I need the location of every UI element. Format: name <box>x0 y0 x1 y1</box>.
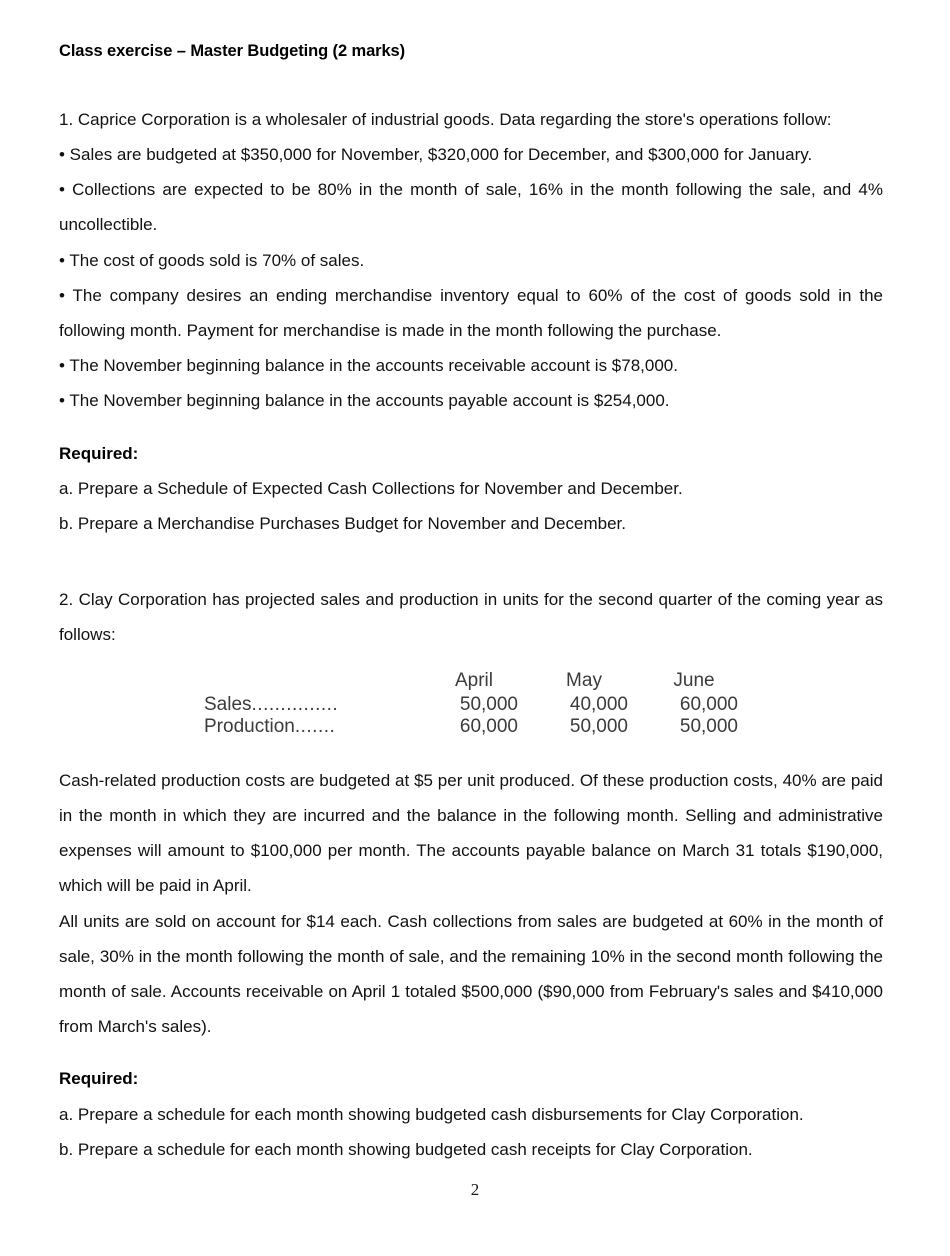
table-header-row <box>204 670 738 694</box>
spacer-after-figure <box>59 739 883 763</box>
section-gap <box>59 541 883 582</box>
question-1-intro: 1. Caprice Corporation is a wholesaler of industrial goods. Data regarding the store's operations follow: <box>59 109 832 129</box>
page-title: Class exercise – Master Budgeting (2 marks) <box>59 42 406 60</box>
table-header-june: June <box>673 669 715 691</box>
table-row-label-production <box>204 716 408 738</box>
table-row <box>204 694 738 716</box>
table-row <box>204 716 738 738</box>
question-1-required-label: Required: <box>59 443 139 463</box>
question-1-bullet-5: • The November beginning balance in the accounts receivable account is $78,000. <box>59 356 678 376</box>
row-leader-dots: ....... <box>294 716 336 738</box>
sales-production-table <box>204 670 738 739</box>
production-april-value: 60,000 <box>459 716 518 738</box>
question-2-paragraph-1: Cash-related production costs are budgeted at $5 per unit produced. Of these production costs, 40% are paid in the month in which they are incurred and the balance in the following month. Selling and administrative expenses will amount to $100,000 per month. The accounts payable balance on March 31 totals $190,000, which will be paid in April. <box>59 770 883 896</box>
row-label-text: Sales <box>204 694 252 716</box>
title-spacer <box>59 62 883 102</box>
document-body <box>59 42 883 1167</box>
row-label-text: Production <box>204 716 295 738</box>
production-june-value: 50,000 <box>679 716 738 738</box>
sales-may-value: 40,000 <box>569 694 628 716</box>
question-2-required-item-a: a. Prepare a schedule for each month showing budgeted cash disbursements for Clay Corporation. <box>59 1104 804 1124</box>
table-header-april: April <box>454 669 493 691</box>
spacer-before-required-2 <box>59 1044 883 1061</box>
question-1-bullet-4: • The company desires an ending merchandise inventory equal to 60% of the cost of goods sold in the following month. Payment for merchandise is made in the month following the purchase. <box>59 285 883 341</box>
sales-production-figure <box>59 670 883 739</box>
sales-june-value: 60,000 <box>679 694 738 716</box>
question-2-required-label: Required: <box>59 1069 139 1089</box>
sales-april-value: 50,000 <box>459 694 518 716</box>
question-2-paragraph-2: All units are sold on account for $14 each. Cash collections from sales are budgeted at 60% in the month of sale, 30% in the month following the month of sale, and the remaining 10% in the second month following the month of sale. Accounts receivable on April 1 totaled $500,000 ($90,000 from February's sales and $410,000 from March's sales). <box>59 911 883 1037</box>
question-1-required-item-a: a. Prepare a Schedule of Expected Cash Collections for November and December. <box>59 478 683 498</box>
table-row-label-sales <box>204 694 408 716</box>
production-may-value: 50,000 <box>569 716 628 738</box>
question-1-bullet-2: • Collections are expected to be 80% in the month of sale, 16% in the month following the sale, and 4% uncollectible. <box>59 180 883 235</box>
question-1-bullet-6: • The November beginning balance in the accounts payable account is $254,000. <box>59 391 670 411</box>
question-1-bullet-1: • Sales are budgeted at $350,000 for November, $320,000 for December, and $300,000 for January. <box>59 145 813 164</box>
spacer-before-required-1 <box>59 419 883 436</box>
question-1-bullet-3: • The cost of goods sold is 70% of sales. <box>59 250 365 270</box>
question-2-required-item-b: b. Prepare a schedule for each month showing budgeted cash receipts for Clay Corporation. <box>59 1139 753 1159</box>
page-number: 2 <box>470 1180 480 1199</box>
table-corner-header <box>204 670 408 694</box>
row-leader-dots: ............... <box>251 694 339 716</box>
spacer-before-figure <box>59 653 883 670</box>
question-1-required-item-b: b. Prepare a Merchandise Purchases Budget for November and December. <box>59 514 626 534</box>
question-2-intro: 2. Clay Corporation has projected sales and production in units for the second quarter of the coming year as follows: <box>59 590 883 645</box>
table-header-may: May <box>566 669 602 691</box>
